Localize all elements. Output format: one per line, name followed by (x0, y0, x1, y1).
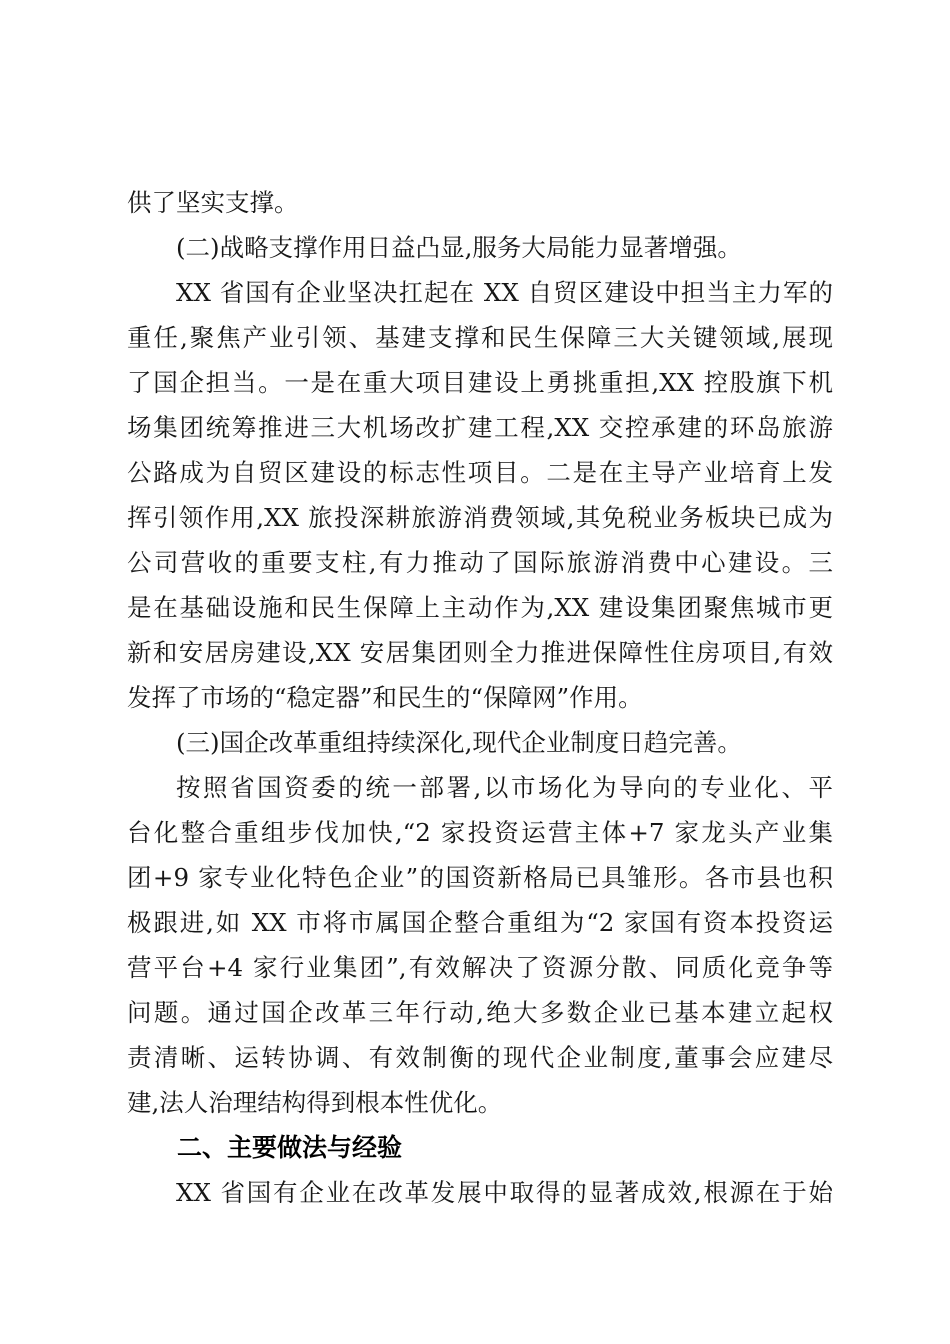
text-line: 场集团统筹推进三大机场改扩建工程,XX 交控承建的环岛旅游 (127, 413, 833, 442)
text-line: 问题。通过国企改革三年行动,绝大多数企业已基本建立起权 (127, 998, 833, 1027)
text-line: 了国企担当。一是在重大项目建设上勇挑重担,XX 控股旗下机 (127, 368, 833, 397)
text-line: (三)国企改革重组持续深化,现代企业制度日趋完善。 (176, 728, 742, 757)
text-line: 营平台+4 家行业集团”,有效解决了资源分散、同质化竞争等 (127, 953, 833, 982)
text-line: 挥引领作用,XX 旅投深耕旅游消费领域,其免税业务板块已成为 (127, 503, 833, 532)
paragraph-strategic-support (127, 270, 833, 720)
text-line: 极跟进,如 XX 市将市属国企整合重组为“2 家国有资本投资运 (127, 908, 833, 937)
text-line: 发挥了市场的“稳定器”和民生的“保障网”作用。 (127, 683, 643, 712)
text-line: XX 省国有企业在改革发展中取得的显著成效,根源在于始 (176, 1178, 833, 1207)
text-line: 建,法人治理结构得到根本性优化。 (127, 1088, 503, 1117)
document-body (127, 180, 833, 1215)
section-heading-2 (127, 1125, 833, 1170)
text-line: 重任,聚焦产业引领、基建支撑和民生保障三大关键领域,展现 (127, 323, 833, 352)
text-line: 责清晰、运转协调、有效制衡的现代企业制度,董事会应建尽 (127, 1043, 833, 1072)
text-line: 供了坚实支撑。 (127, 188, 299, 217)
text-line: 公司营收的重要支柱,有力推动了国际旅游消费中心建设。三 (127, 548, 833, 577)
text-line: 台化整合重组步伐加快,“2 家投资运营主体+7 家龙头产业集 (127, 818, 833, 847)
section-subheading-2 (127, 225, 833, 270)
text-line: 团+9 家专业化特色企业”的国资新格局已具雏形。各市县也积 (127, 863, 833, 892)
paragraph-reform-restructuring (127, 765, 833, 1125)
text-line: 公路成为自贸区建设的标志性项目。二是在主导产业培育上发 (127, 458, 833, 487)
text-line: XX 省国有企业坚决扛起在 XX 自贸区建设中担当主力军的 (176, 278, 833, 307)
text-line: 按照省国资委的统一部署,以市场化为导向的专业化、平 (176, 773, 833, 802)
paragraph-experience-intro (127, 1170, 833, 1215)
text-line: (二)战略支撑作用日益凸显,服务大局能力显著增强。 (176, 233, 742, 262)
text-line: 新和安居房建设,XX 安居集团则全力推进保障性住房项目,有效 (127, 638, 833, 667)
text-line: 是在基础设施和民生保障上主动作为,XX 建设集团聚焦城市更 (127, 593, 833, 622)
text-line: 二、主要做法与经验 (177, 1133, 403, 1162)
section-subheading-3 (127, 720, 833, 765)
paragraph-continuation (127, 180, 833, 225)
